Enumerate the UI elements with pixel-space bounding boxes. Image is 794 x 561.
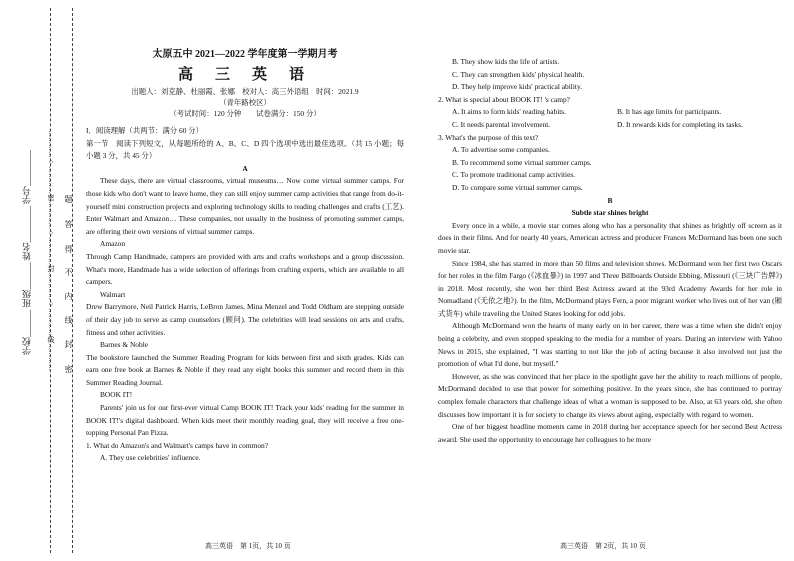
subject-title: 高三英语 <box>177 67 326 83</box>
question-3-stem: 3. What's the purpose of this text? <box>438 132 539 142</box>
exam-authors: 出题人：刘克静、杜丽霞、张娜 校对人：高三外语组 时间：2021.9 <box>131 87 359 96</box>
page-2-footer: 高三英语 第 2页，共 10 页 <box>560 542 646 550</box>
amazon-title: Amazon <box>100 239 126 249</box>
book-it-title: BOOK IT! <box>100 390 133 400</box>
walmart-title: Walmart <box>100 289 126 299</box>
barnes-noble-text: The bookstore launched the Summer Reading Program for kids between first and sixth grades. Kids can earn one free book at Barnes & Noble if they read any eight books this summer and record them in this Summer Reading Journal. <box>86 352 404 387</box>
question-3-option-c: C. To promote traditional camp activities. <box>452 170 576 180</box>
question-3-option-a: A. To advertise some companies. <box>452 145 550 155</box>
passage-b-title: Subtle star shines bright <box>571 208 649 218</box>
seal-line-dots: …………○…………密…………○…………封…………○…………线………… <box>47 130 55 371</box>
seal-char-2: 答 <box>64 220 73 228</box>
seal-char-7: 封 <box>64 340 73 348</box>
passage-b-paragraph-3: Although McDormand won the hearts of many early on in her career, there was a time when she didn't enjoy being a celebrity, and even stopped speaking to the media for a number of years. During an interview with Yahoo News in 2015, she explained, "I was starting to not like the job of acting because it also involved not just the promotion of what I'd done, but myself." <box>438 321 782 369</box>
question-2-option-a: A. It aims to form kids' reading habits. <box>452 107 567 117</box>
student-info-fields: 学校______ 班级______ 姓名________ 学号________ <box>22 150 32 355</box>
question-2-option-b: B. It has age limits for participants. <box>617 107 722 117</box>
seal-char-3: 得 <box>64 245 73 253</box>
cut-line-inner <box>72 8 73 553</box>
seal-char-6: 线 <box>64 316 73 324</box>
amazon-text: Through Camp Handmade, campers are provided with arts and crafts workshops and a group discussion. What's more, Handmade has a wide selection of offerings from crafting experts, which are available to all campers. <box>86 251 404 287</box>
section-heading: I．阅读理解（共两节：满分 60 分） <box>86 126 204 135</box>
passage-b-paragraph-1: Every once in a while, a movie star comes along who has a personality that shines as brightly off screen as it does in their films. And for nearly 40 years, American actress and producer Frances McDormand has been one such movie star. <box>438 220 782 255</box>
passage-b-paragraph-2: Since 1984, she has starred in more than 50 films and television shows. McDormand won her first two Oscars for her roles in the film Fargo (《冰血暴》) in 1997 and Three Billboards Outside Ebbing, Missouri (《三块广告牌》) in 2018. Most recently, she won her third Best Actress award at the 93rd Academy Awards for her role in Nomadland (《无依之地》). In the film, McDormand plays Fern, a poor migrant worker who lives out of her van (厢式货车) while traveling the United States looking for odd jobs. <box>438 258 782 318</box>
question-3-option-b: B. To recommend some virtual summer camps. <box>452 157 592 167</box>
seal-char-4: 不 <box>64 268 73 276</box>
question-3-option-d: D. To compare some virtual summer camps. <box>452 182 583 192</box>
section-instruction: 第一节 阅读下列短文，从每题所给的 A、B、C、D 四个选项中选出最佳选项。（共 15 小题；每小题 3 分，共 45 分） <box>86 138 404 161</box>
question-2-options <box>438 106 782 131</box>
exam-time-score: （考试时间：120 分钟 试卷满分：150 分） <box>169 109 321 118</box>
question-1-option-d: D. They help improve kids' practical ability. <box>452 82 583 92</box>
question-2-stem: 2. What is special about BOOK IT! 's camp? <box>438 94 570 104</box>
question-1-stem: 1. What do Amazon's and Walmart's camps have in common? <box>86 440 268 450</box>
question-1-option-c: C. They can strengthen kids' physical health. <box>452 69 585 79</box>
question-1-option-b: B. They show kids the life of artists. <box>452 57 560 66</box>
seal-char-1: 题 <box>64 195 73 203</box>
exam-title: 太原五中 2021—2022 学年度第一学期月考 <box>152 49 338 60</box>
passage-a-intro: These days, there are virtual classrooms, virtual museums… Now come virtual summer camps. For those kids who don't want to leave home, they can still enjoy summer camp activities that range from do-it-yourself mini construction projects and exploring technology skills to reading challenges and crafts (工艺). Enter Walmart and Amazon… These companies, not usually in the business of promoting summer camps, are offering their own versions of virtual summer camps. <box>86 176 404 236</box>
binding-margin <box>0 0 80 561</box>
walmart-text: Drew Barrymore, Neil Patrick Harris, LeBron James, Mina Menzel and Todd Oldham are stepping outside of their day job to serve as camp counselors (顾问). The celebrities will lead sessions on arts and crafts, fitness and other activities. <box>86 302 404 337</box>
passage-b-label: B <box>607 195 613 205</box>
page-1-footer: 高三英语 第 1页，共 10 页 <box>205 542 291 550</box>
question-2-option-d: D. It rewards kids for completing its tasks. <box>617 119 743 129</box>
question-2-option-c: C. It needs parental involvement. <box>452 119 551 129</box>
left-column <box>86 0 404 561</box>
book-it-text: Parents' join us for our first-ever virtual Camp BOOK IT! Track your kids' reading for the summer in BOOK IT!'s digital dashboard. When kids meet their monthly reading goal, they will receive a free one-topping Personal Pan Pizza. <box>86 403 404 438</box>
barnes-noble-title: Barnes & Noble <box>100 340 149 350</box>
passage-b-paragraph-4: However, as she was convinced that her place in the spotlight gave her the ability to reach millions of people, McDormand decided to use that power for something positive. In the years since, she has continued to portray complex female characters that challenge ideas of what a woman is supposed to be. Also, at 63 years old, she often discusses how important it is for society to change its views about aging, especially with regard to women. <box>438 371 782 419</box>
passage-a-label: A <box>242 163 248 173</box>
exam-campus: （青年路校区） <box>219 98 271 107</box>
right-column <box>438 0 782 561</box>
seal-char-8: 密 <box>64 365 73 373</box>
passage-b-paragraph-5: One of her biggest headline moments came in 2018 during her acceptance speech for her second Best Actress award. She used the opportunity to encourage her colleagues to be more <box>438 422 782 444</box>
question-1-option-a: A. They use celebrities' influence. <box>100 453 201 463</box>
seal-char-5: 内 <box>64 292 73 300</box>
